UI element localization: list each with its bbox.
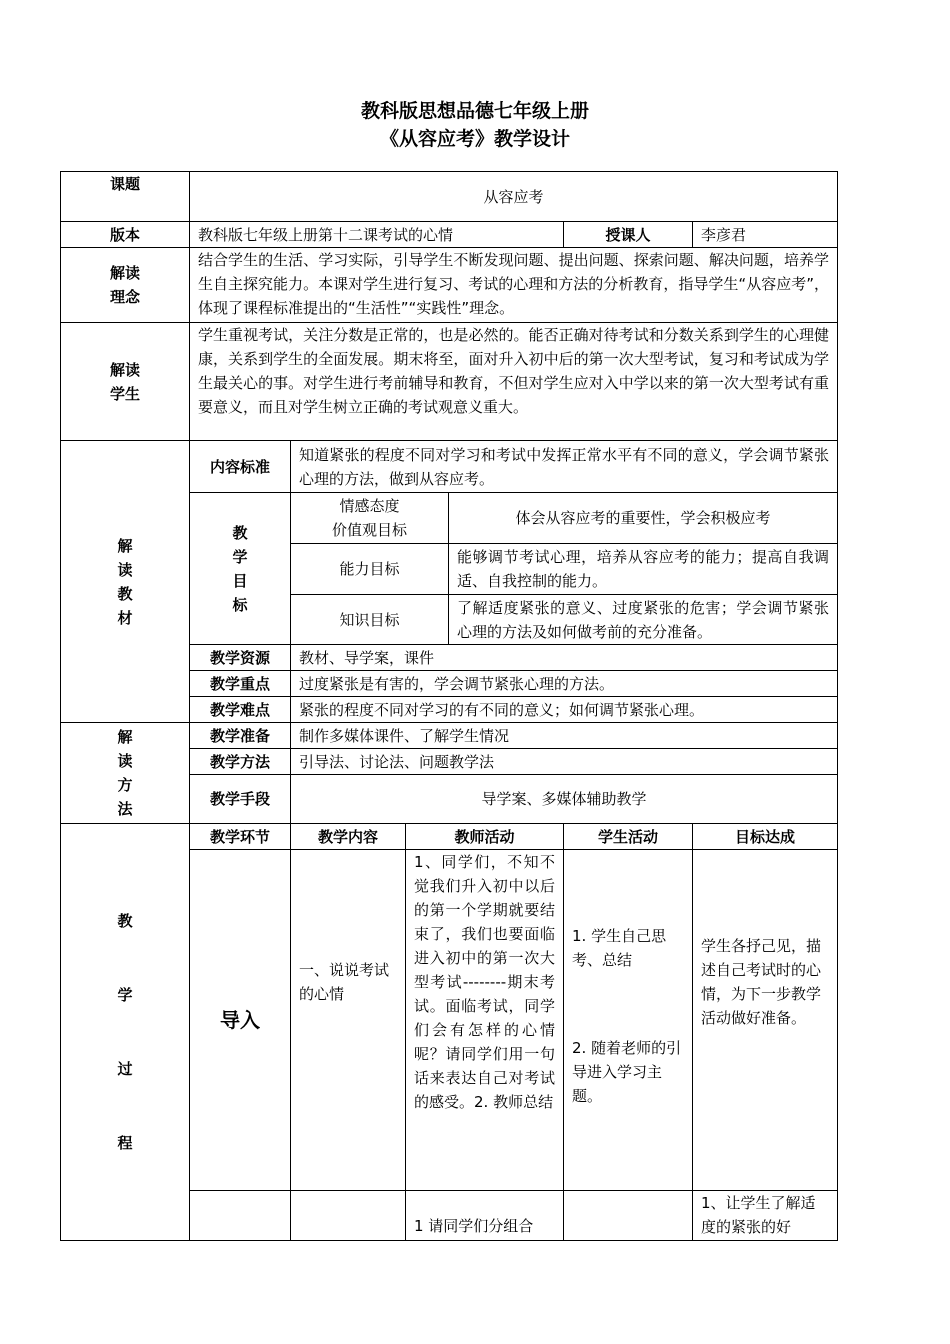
- guocheng-label: 教 学 过 程: [61, 824, 190, 1241]
- zhongdian-text: 过度紧张是有害的，学会调节紧张心理的方法。: [291, 671, 838, 697]
- banben-value: 教科版七年级上册第十二课考试的心情: [190, 222, 564, 248]
- neirong-label: 内容标准: [190, 441, 291, 493]
- neirong-text: 知道紧张的程度不同对学习和考试中发挥正常水平有不同的意义，学会调节紧张心理的方法，做到从容应考。: [291, 441, 838, 493]
- ziyuan-text: 教材、导学案，课件: [291, 645, 838, 671]
- fangfa-label: 解 读 方 法: [61, 723, 190, 824]
- document-title-line2: 《从容应考》教学设计: [379, 128, 570, 150]
- qinggan-text: 体会从容应考的重要性，学会积极应考: [449, 493, 838, 544]
- zhunbei-text: 制作多媒体课件、了解学生情况: [291, 723, 838, 749]
- fangfa-method-text: 引导法、讨论法、问题教学法: [291, 749, 838, 775]
- nengli-text: 能够调节考试心理，培养从容应考的能力；提高自我调适、自我控制的能力。: [449, 544, 838, 595]
- ziyuan-label: 教学资源: [190, 645, 291, 671]
- banben-label: 版本: [61, 222, 190, 248]
- daoru-student: 1. 学生自己思考、总结 2. 随着老师的引导进入学习主题。: [564, 850, 693, 1191]
- daoru-teacher: 1、同学们，不知不觉我们升入初中以后的第一个学期就要结束了，我们也要面临进入初中的第一次大型考试--------期末考试。面临考试，同学们会有怎样的心情呢？请同学们用一句话来表达自己对考试的感受。2. 教师总结: [406, 850, 564, 1191]
- keti-label: 课题: [61, 172, 190, 222]
- daoru-content: 一、说说考试的心情: [291, 850, 406, 1191]
- linian-text: 结合学生的生活、学习实际，引导学生不断发现问题、提出问题、探索问题、解决问题，培养学生自主探究能力。本课对学生进行复习、考试的心理和方法的分析教育，指导学生“从容应考”，体现了课程标准提出的“生活性”“实践性”理念。: [190, 248, 838, 323]
- zhishi-label: 知识目标: [291, 595, 449, 645]
- next-student: [564, 1191, 693, 1241]
- linian-label: 解读 理念: [61, 248, 190, 323]
- document-title-line1: 教科版思想品德七年级上册: [360, 100, 589, 122]
- daoru-goal: 学生各抒己见，描述自己考试时的心情，为下一步教学活动做好准备。: [693, 850, 838, 1191]
- xuesheng-label: 解读 学生: [61, 323, 190, 441]
- next-goal: 1、让学生了解适度的紧张的好: [693, 1191, 838, 1241]
- nengli-label: 能力目标: [291, 544, 449, 595]
- header-student: 学生活动: [564, 824, 693, 850]
- header-neirong: 教学内容: [291, 824, 406, 850]
- fangfa-method-label: 教学方法: [190, 749, 291, 775]
- keti-value: 从容应考: [190, 172, 838, 222]
- shouduan-text: 导学案、多媒体辅助教学: [291, 775, 838, 824]
- daoru-label: 导入: [190, 850, 291, 1191]
- zhongdian-label: 教学重点: [190, 671, 291, 697]
- nandian-text: 紧张的程度不同对学习的有不同的意义；如何调节紧张心理。: [291, 697, 838, 723]
- nandian-label: 教学难点: [190, 697, 291, 723]
- next-teacher: 1 请同学们分组合: [406, 1191, 564, 1241]
- teacher-label: 授课人: [564, 222, 693, 248]
- zhishi-text: 了解适度紧张的意义、过度紧张的危害；学会调节紧张心理的方法及如何做考前的充分准备。: [449, 595, 838, 645]
- zhunbei-label: 教学准备: [190, 723, 291, 749]
- header-huanjie: 教学环节: [190, 824, 291, 850]
- teacher-value: 李彦君: [693, 222, 838, 248]
- qinggan-label: 情感态度 价值观目标: [291, 493, 449, 544]
- lesson-plan-table: [60, 171, 838, 1241]
- mubiao-label: 教 学 目 标: [190, 493, 291, 645]
- xuesheng-text: 学生重视考试，关注分数是正常的，也是必然的。能否正确对待考试和分数关系到学生的心理健康，关系到学生的全面发展。期末将至，面对升入初中后的第一次大型考试，复习和考试成为学生最关心的事。对学生进行考前辅导和教育，不但对学生应对入中学以来的第一次大型考试有重要意义，而且对学生树立正确的考试观意义重大。: [190, 323, 838, 441]
- next-content: [291, 1191, 406, 1241]
- next-huanjie: [190, 1191, 291, 1241]
- shouduan-label: 教学手段: [190, 775, 291, 824]
- header-goal: 目标达成: [693, 824, 838, 850]
- jiaocai-label: 解 读 教 材: [61, 441, 190, 723]
- header-teacher: 教师活动: [406, 824, 564, 850]
